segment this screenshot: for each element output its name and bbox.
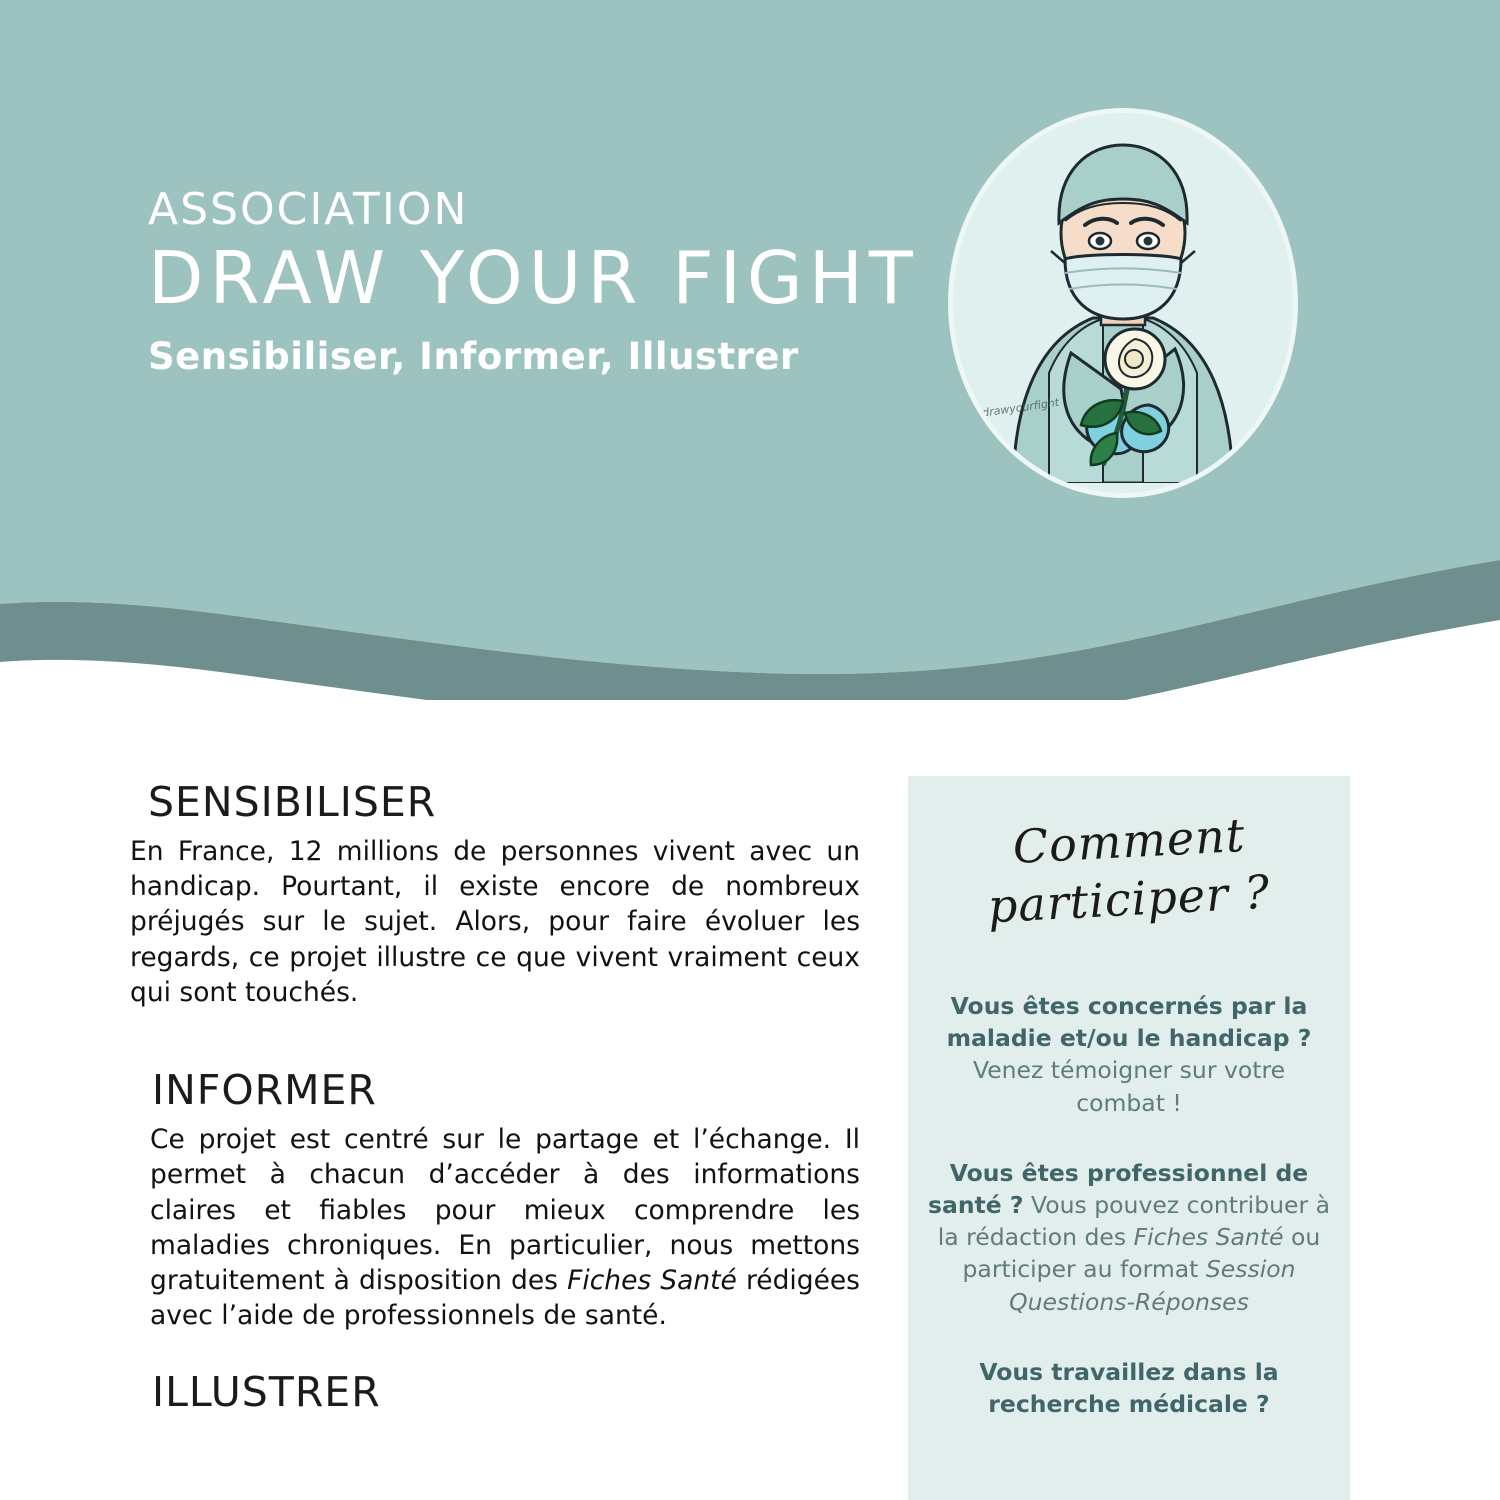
panel-item-professional-bold: Vous êtes professionnel de santé ? (927, 1158, 1309, 1219)
logo (948, 108, 1288, 488)
panel-title-line2: participer ? (986, 864, 1272, 934)
participation-panel (908, 776, 1350, 1500)
section-heading-illustrer: ILLUSTRER (152, 1367, 381, 1416)
spacer (130, 1010, 860, 1066)
section-heading-sensibiliser: SENSIBILISER (148, 778, 437, 826)
informer-text-part1: Ce projet est centré sur le partage et l’échange. Il permet à chacun d’accéder à des informations claires et fiables pour mieux comprendre les maladies chroniques. En particulier, nous mettons gratuitement à disposition des (150, 1124, 860, 1297)
panel-item-concerned-rest: Venez témoigner sur votre combat ! (972, 1056, 1286, 1117)
section-body-informer (150, 1122, 860, 1333)
panel-item-professional-part2: ou participer au format (962, 1223, 1321, 1284)
left-column (130, 778, 860, 1424)
informer-text-part2: rédigées avec l’aide de professionnels de santé. (150, 1265, 860, 1332)
logo-circle (948, 108, 1298, 498)
section-heading-informer: INFORMER (152, 1066, 377, 1115)
tagline: Sensibiliser, Informer, Illustrer (148, 334, 799, 378)
panel-item-professional-italic2: Session Questions-Réponses (1009, 1255, 1296, 1316)
header-band (0, 0, 1500, 700)
panel-title-line1: Comment (1011, 807, 1247, 875)
panel-title (908, 776, 1350, 934)
association-label: ASSOCIATION (148, 184, 469, 235)
panel-item-professional-part1: Vous pouvez contribuer à la rédaction des (937, 1190, 1331, 1252)
nurse-with-rose-icon (953, 113, 1283, 483)
panel-item-professional-italic1: Fiches Santé (1133, 1223, 1284, 1252)
panel-item-research (908, 1356, 1350, 1420)
header-text-block (148, 184, 919, 378)
panel-item-concerned (908, 990, 1350, 1119)
page-title: DRAW YOUR FIGHT (148, 236, 919, 320)
informer-text-italic: Fiches Santé (567, 1265, 737, 1297)
spacer (130, 1334, 860, 1368)
main-content (0, 700, 1500, 1500)
logo-handle-text: @drawyourfight (970, 395, 1060, 422)
panel-item-concerned-bold: Vous êtes concernés par la maladie et/ou le handicap ? (946, 992, 1312, 1053)
panel-item-professional (908, 1157, 1350, 1318)
section-body-sensibiliser: En France, 12 millions de personnes vivent avec un handicap. Pourtant, il existe encore de nombreux préjugés sur le sujet. Alors, pour faire évoluer les regards, ce projet illustre ce que vivent vraiment ceux qui sont touchés. (130, 836, 860, 1008)
panel-item-research-bold: Vous travaillez dans la recherche médicale ? (979, 1357, 1279, 1418)
